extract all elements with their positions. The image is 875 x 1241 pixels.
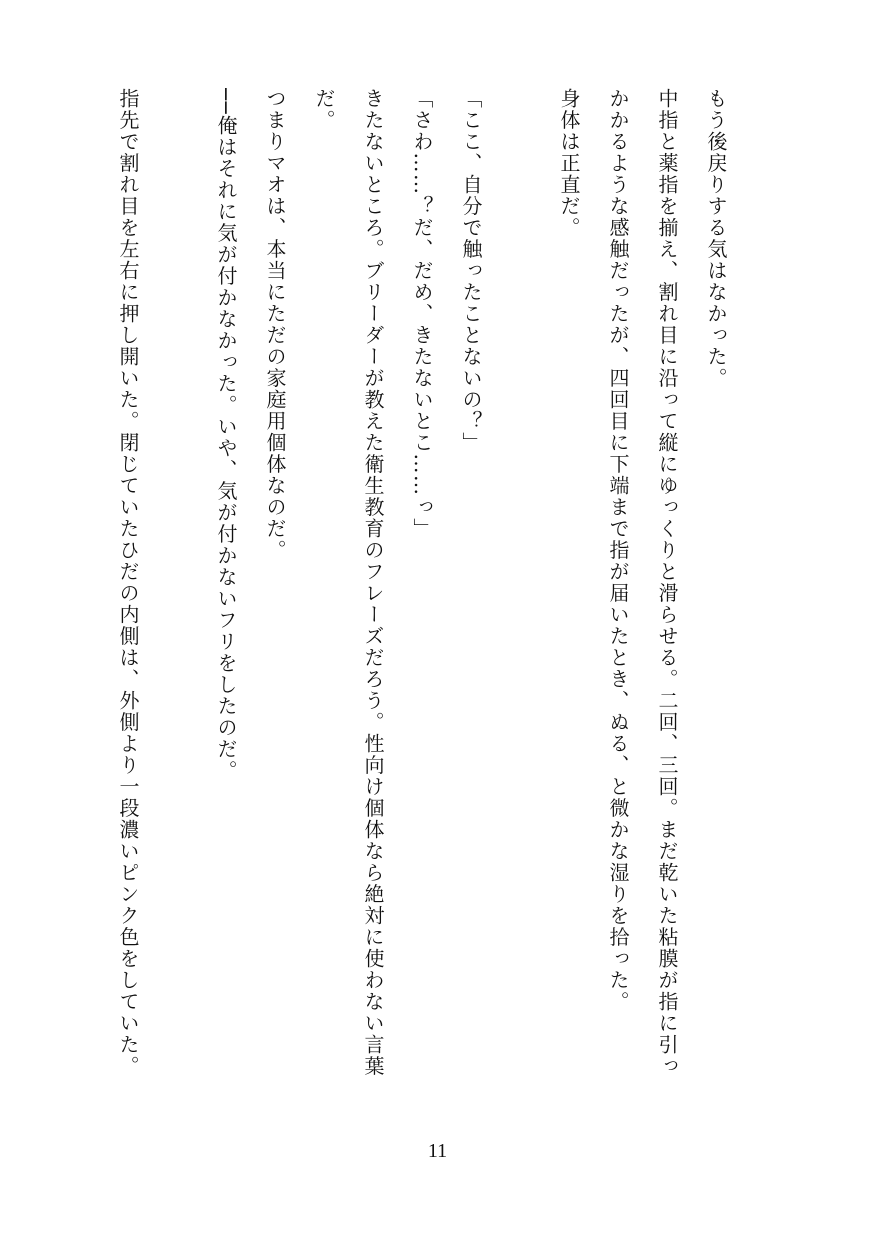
page-number: 11 [427,1140,448,1162]
blank-line [152,88,201,1098]
paragraph: つまりマオは、本当にただの家庭用個体なのだ。 [263,88,287,561]
paragraph: きたないところ。ブリーダーが教えた衛生教育のフレーズだろう。性向け個体なら絶対に使わない言葉だ。 [312,88,385,1077]
blank-line [495,88,544,1098]
paragraph: もう後戻りする気はなかった。 [704,88,728,389]
paragraph: 身体は正直だ。 [557,88,581,239]
paragraph: 「ここ、自分で触ったことないの？」 [459,88,483,454]
paragraph: ──俺はそれに気が付かなかった。いや、気が付かないフリをしたのだ。 [214,88,238,782]
paragraph: 「さわ……？だ、だめ、きたないとこ……っ」 [410,88,434,540]
paragraph: 中指と薬指を揃え、割れ目に沿って縦にゆっくりと滑らせる。二回、三回。まだ乾いた粘膜が指に引っかかるような感触だったが、四回目に下端まで指が届いたとき、ぬる、と微かな湿りを拾った。 [606,88,679,1077]
paragraph: 指先で割れ目を左右に押し開いた。閉じていたひだの内側は、外側より一段濃いピンク色をしていた。 [116,88,140,1077]
vertical-text-body [100,88,740,1098]
